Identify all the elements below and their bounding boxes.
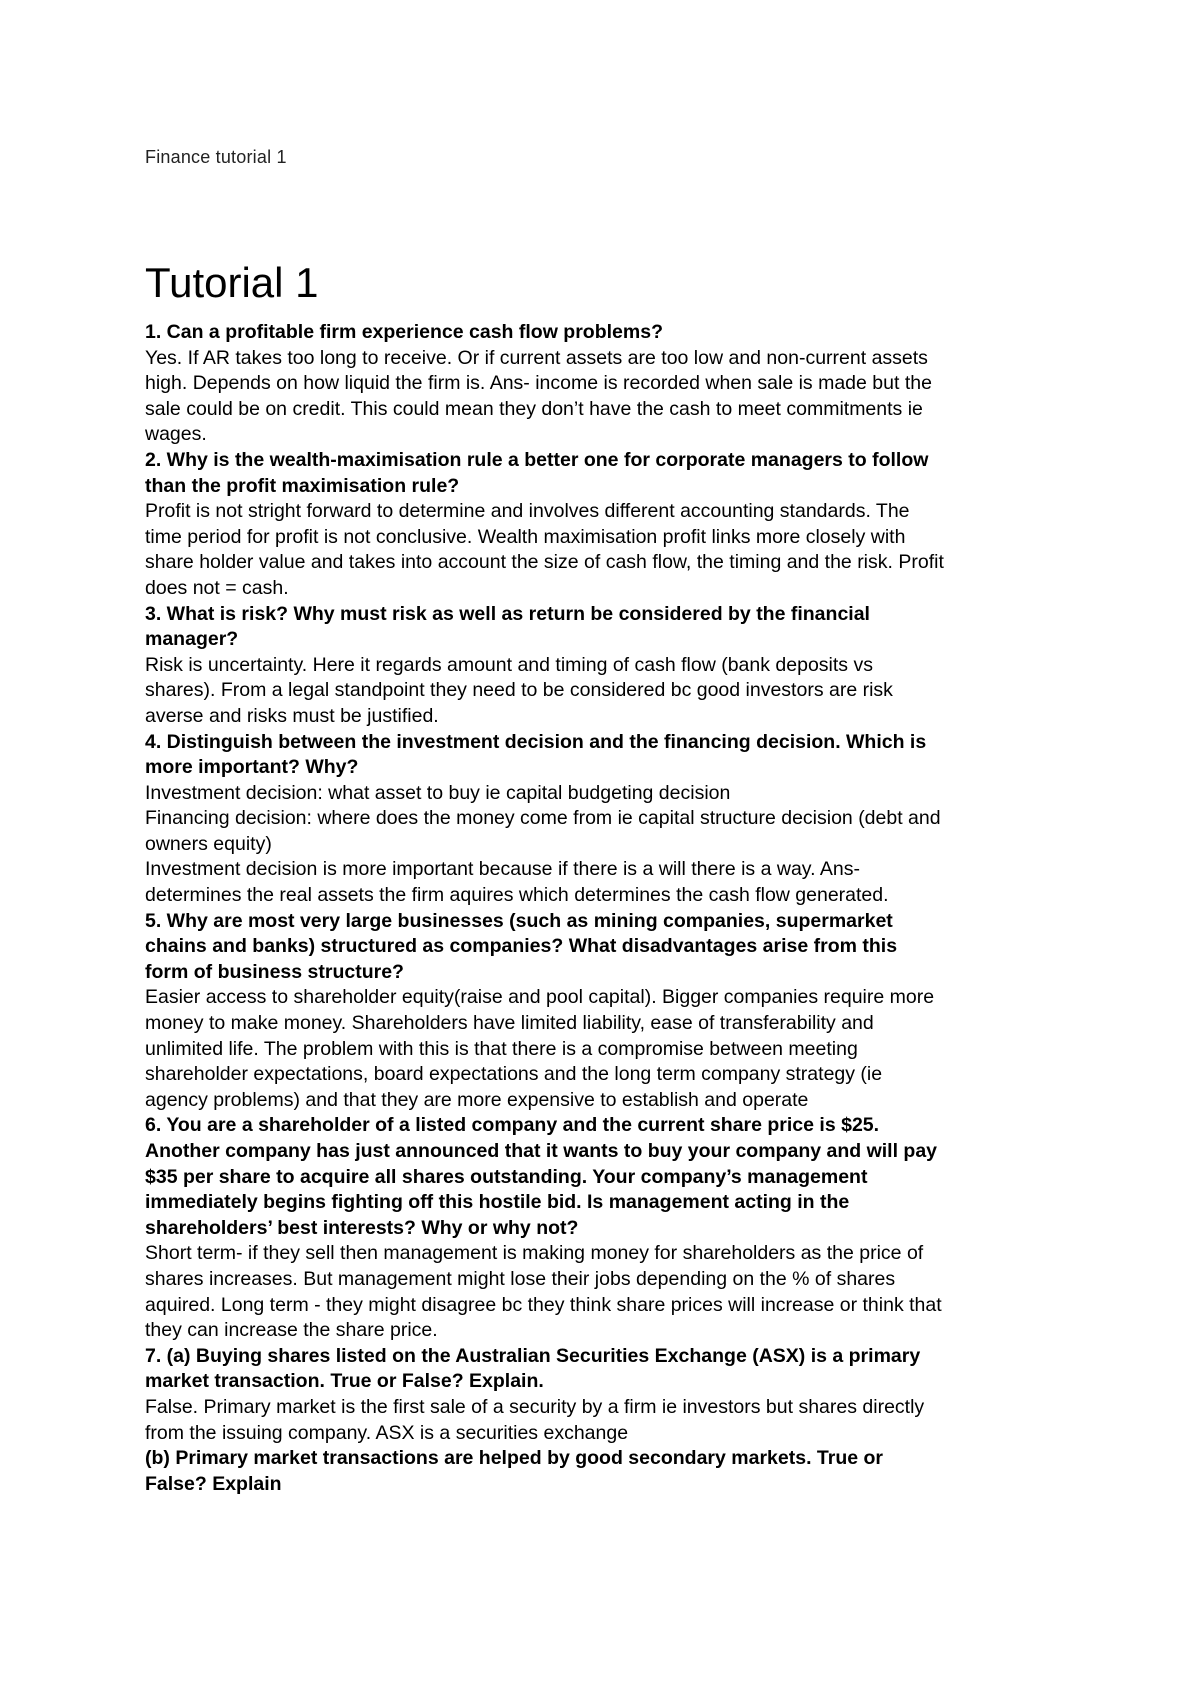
answer-line: shareholder expectations, board expectations and the long term company strategy (ie bbox=[145, 1063, 883, 1086]
answer-line: aquired. Long term - they might disagree bc they think share prices will increase or think that bbox=[145, 1293, 942, 1316]
answer-line: share holder value and takes into account the size of cash flow, the timing and the risk. Profit bbox=[145, 551, 944, 574]
answer-line: shares). From a legal standpoint they need to be considered bc good investors are risk bbox=[145, 679, 893, 702]
question-line: more important? Why? bbox=[145, 756, 359, 779]
question-line: False? Explain bbox=[145, 1472, 282, 1495]
answer-line: they can increase the share price. bbox=[145, 1319, 438, 1342]
question-line: shareholders’ best interests? Why or why not? bbox=[145, 1216, 579, 1239]
answer-line: determines the real assets the firm aquires which determines the cash flow generated. bbox=[145, 884, 889, 907]
answer-line: Financing decision: where does the money come from ie capital structure decision (debt and bbox=[145, 807, 941, 830]
question-line: 4. Distinguish between the investment decision and the financing decision. Which is bbox=[145, 730, 927, 753]
question-line: (b) Primary market transactions are helped by good secondary markets. True or bbox=[145, 1447, 884, 1470]
question-line: than the profit maximisation rule? bbox=[145, 474, 460, 497]
question-line: 5. Why are most very large businesses (such as mining companies, supermarket bbox=[145, 909, 893, 932]
question-line: manager? bbox=[145, 628, 239, 651]
question-line: Another company has just announced that it wants to buy your company and will pay bbox=[145, 1140, 938, 1162]
page-header: Finance tutorial 1 bbox=[145, 147, 287, 167]
answer-line: False. Primary market is the first sale of a security by a firm ie investors but shares directly bbox=[145, 1395, 925, 1418]
document-body bbox=[145, 320, 1085, 1497]
question-line: chains and banks) structured as companies? What disadvantages arise from this bbox=[145, 935, 898, 958]
answer-line: sale could be on credit. This could mean they don’t have the cash to meet commitments ie bbox=[145, 397, 923, 420]
answer-line: from the issuing company. ASX is a securities exchange bbox=[145, 1421, 629, 1444]
question-line: 7. (a) Buying shares listed on the Australian Securities Exchange (ASX) is a primary bbox=[145, 1344, 921, 1367]
question-line: market transaction. True or False? Explain. bbox=[145, 1370, 544, 1393]
answer-line: time period for profit is not conclusive. Wealth maximisation profit links more closely with bbox=[145, 525, 906, 548]
answer-line: money to make money. Shareholders have limited liability, ease of transferability and bbox=[145, 1012, 874, 1035]
document-title: Tutorial 1 bbox=[145, 259, 319, 306]
question-line: form of business structure? bbox=[145, 960, 404, 983]
question-line: 2. Why is the wealth-maximisation rule a better one for corporate managers to follow bbox=[145, 448, 929, 471]
answer-line: does not = cash. bbox=[145, 576, 289, 599]
answer-line: shares increases. But management might lose their jobs depending on the % of shares bbox=[145, 1267, 896, 1290]
answer-line: Yes. If AR takes too long to receive. Or if current assets are too low and non-current assets bbox=[145, 346, 928, 369]
question-line: $35 per share to acquire all shares outstanding. Your company’s management bbox=[145, 1165, 868, 1188]
question-line: immediately begins fighting off this hostile bid. Is management acting in the bbox=[145, 1191, 850, 1214]
answer-line: owners equity) bbox=[145, 832, 272, 855]
answer-line: Easier access to shareholder equity(raise and pool capital). Bigger companies require more bbox=[145, 986, 935, 1009]
answer-line: averse and risks must be justified. bbox=[145, 704, 439, 727]
question-line: 3. What is risk? Why must risk as well as return be considered by the financial bbox=[145, 602, 870, 625]
answer-line: Investment decision: what asset to buy ie capital budgeting decision bbox=[145, 781, 731, 804]
answer-line: Short term- if they sell then management is making money for shareholders as the price of bbox=[145, 1242, 924, 1265]
answer-line: high. Depends on how liquid the firm is. Ans- income is recorded when sale is made but the bbox=[145, 372, 932, 395]
answer-line: Risk is uncertainty. Here it regards amount and timing of cash flow (bank deposits vs bbox=[145, 653, 873, 676]
question-line: 6. You are a shareholder of a listed company and the current share price is $25. bbox=[145, 1114, 880, 1137]
question-line: 1. Can a profitable firm experience cash flow problems? bbox=[145, 321, 663, 343]
answer-line: unlimited life. The problem with this is that there is a compromise between meeting bbox=[145, 1037, 858, 1060]
answer-line: Investment decision is more important because if there is a will there is a way. Ans- bbox=[145, 858, 860, 881]
answer-line: wages. bbox=[145, 423, 207, 446]
answer-line: Profit is not stright forward to determine and involves different accounting standards. The bbox=[145, 500, 910, 523]
answer-line: agency problems) and that they are more expensive to establish and operate bbox=[145, 1088, 809, 1111]
